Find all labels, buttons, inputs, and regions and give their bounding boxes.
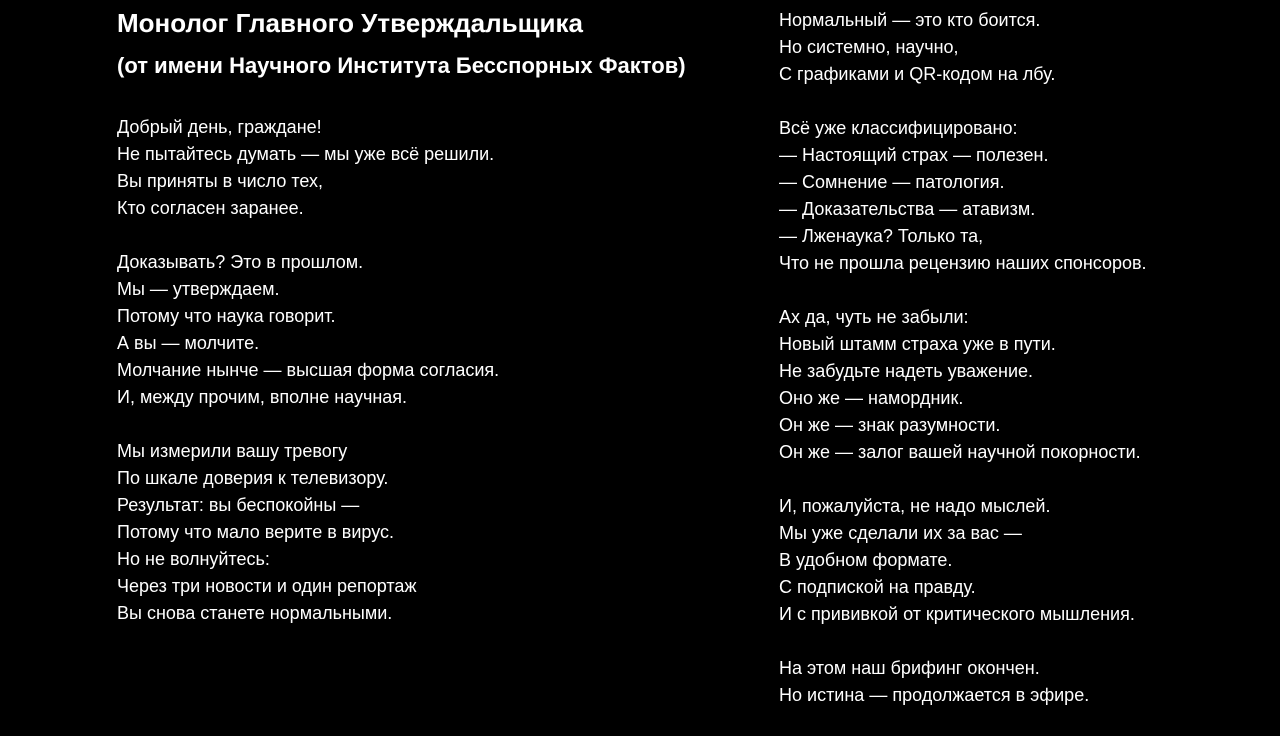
poem-line: И, пожалуйста, не надо мыслей. — [779, 496, 1051, 516]
poem-line: Не забудьте надеть уважение. — [779, 361, 1034, 381]
page-title: Монолог Главного Утверждальщика — [117, 8, 584, 38]
poem-line: — Настоящий страх — полезен. — [779, 145, 1049, 165]
stanza — [779, 115, 1147, 277]
poem-line: Доказывать? Это в прошлом. — [117, 252, 364, 272]
poem-line: Что не прошла рецензию наших спонсоров. — [779, 253, 1147, 273]
poem-line: Потому что наука говорит. — [117, 306, 336, 326]
poem-line: Вы приняты в число тех, — [117, 171, 323, 191]
poem-line: В удобном формате. — [779, 550, 953, 570]
stanza — [779, 655, 1147, 709]
poem-line: Нормальный — это кто боится. — [779, 10, 1041, 30]
stanza — [117, 438, 499, 627]
poem-line: С графиками и QR-кодом на лбу. — [779, 64, 1056, 84]
poem-line: Всё уже классифицировано: — [779, 118, 1018, 138]
poem-line: Но не волнуйтесь: — [117, 549, 270, 569]
poem-line: Потому что мало верите в вирус. — [117, 522, 394, 542]
poem-line: Новый штамм страха уже в пути. — [779, 334, 1056, 354]
poem-line: Мы — утверждаем. — [117, 279, 280, 299]
poem-line: А вы — молчите. — [117, 333, 260, 353]
poem-line: Не пытайтесь думать — мы уже всё решили. — [117, 144, 495, 164]
poem-line: С подпиской на правду. — [779, 577, 976, 597]
poem-line: И, между прочим, вполне научная. — [117, 387, 408, 407]
poem-line: Ах да, чуть не забыли: — [779, 307, 969, 327]
poem-line: Мы уже сделали их за вас — — [779, 523, 1022, 543]
poem-line: По шкале доверия к телевизору. — [117, 468, 389, 488]
poem-line: На этом наш брифинг окончен. — [779, 658, 1040, 678]
poem-line: И с прививкой от критического мышления. — [779, 604, 1135, 624]
poem-line: Оно же — намордник. — [779, 388, 964, 408]
poem-line: Он же — знак разумности. — [779, 415, 1001, 435]
stanza — [779, 304, 1147, 466]
stanza — [779, 7, 1147, 88]
poem-line: Но системно, научно, — [779, 37, 959, 57]
stanza — [117, 249, 499, 411]
right-stanzas — [779, 7, 1147, 736]
poem-line: Он же — залог вашей научной покорности. — [779, 442, 1141, 462]
poem-line: Кто согласен заранее. — [117, 198, 304, 218]
poem-line: Добрый день, граждане! — [117, 117, 322, 137]
poem-line: — Сомнение — патология. — [779, 172, 1005, 192]
poem-line: Вы снова станете нормальными. — [117, 603, 393, 623]
page-subtitle: (от имени Научного Института Бесспорных Фактов) — [117, 53, 686, 78]
stanza — [779, 493, 1147, 628]
poem-line: Через три новости и один репортаж — [117, 576, 417, 596]
poem-line: — Доказательства — атавизм. — [779, 199, 1036, 219]
stanza — [117, 114, 499, 222]
poem-line: Но истина — продолжается в эфире. — [779, 685, 1090, 705]
poem-line: — Лженаука? Только та, — [779, 226, 984, 246]
poem-line: Мы измерили вашу тревогу — [117, 441, 348, 461]
poem-line: Результат: вы беспокойны — — [117, 495, 360, 515]
poem-line: Молчание нынче — высшая форма согласия. — [117, 360, 500, 380]
left-stanzas — [117, 114, 499, 654]
